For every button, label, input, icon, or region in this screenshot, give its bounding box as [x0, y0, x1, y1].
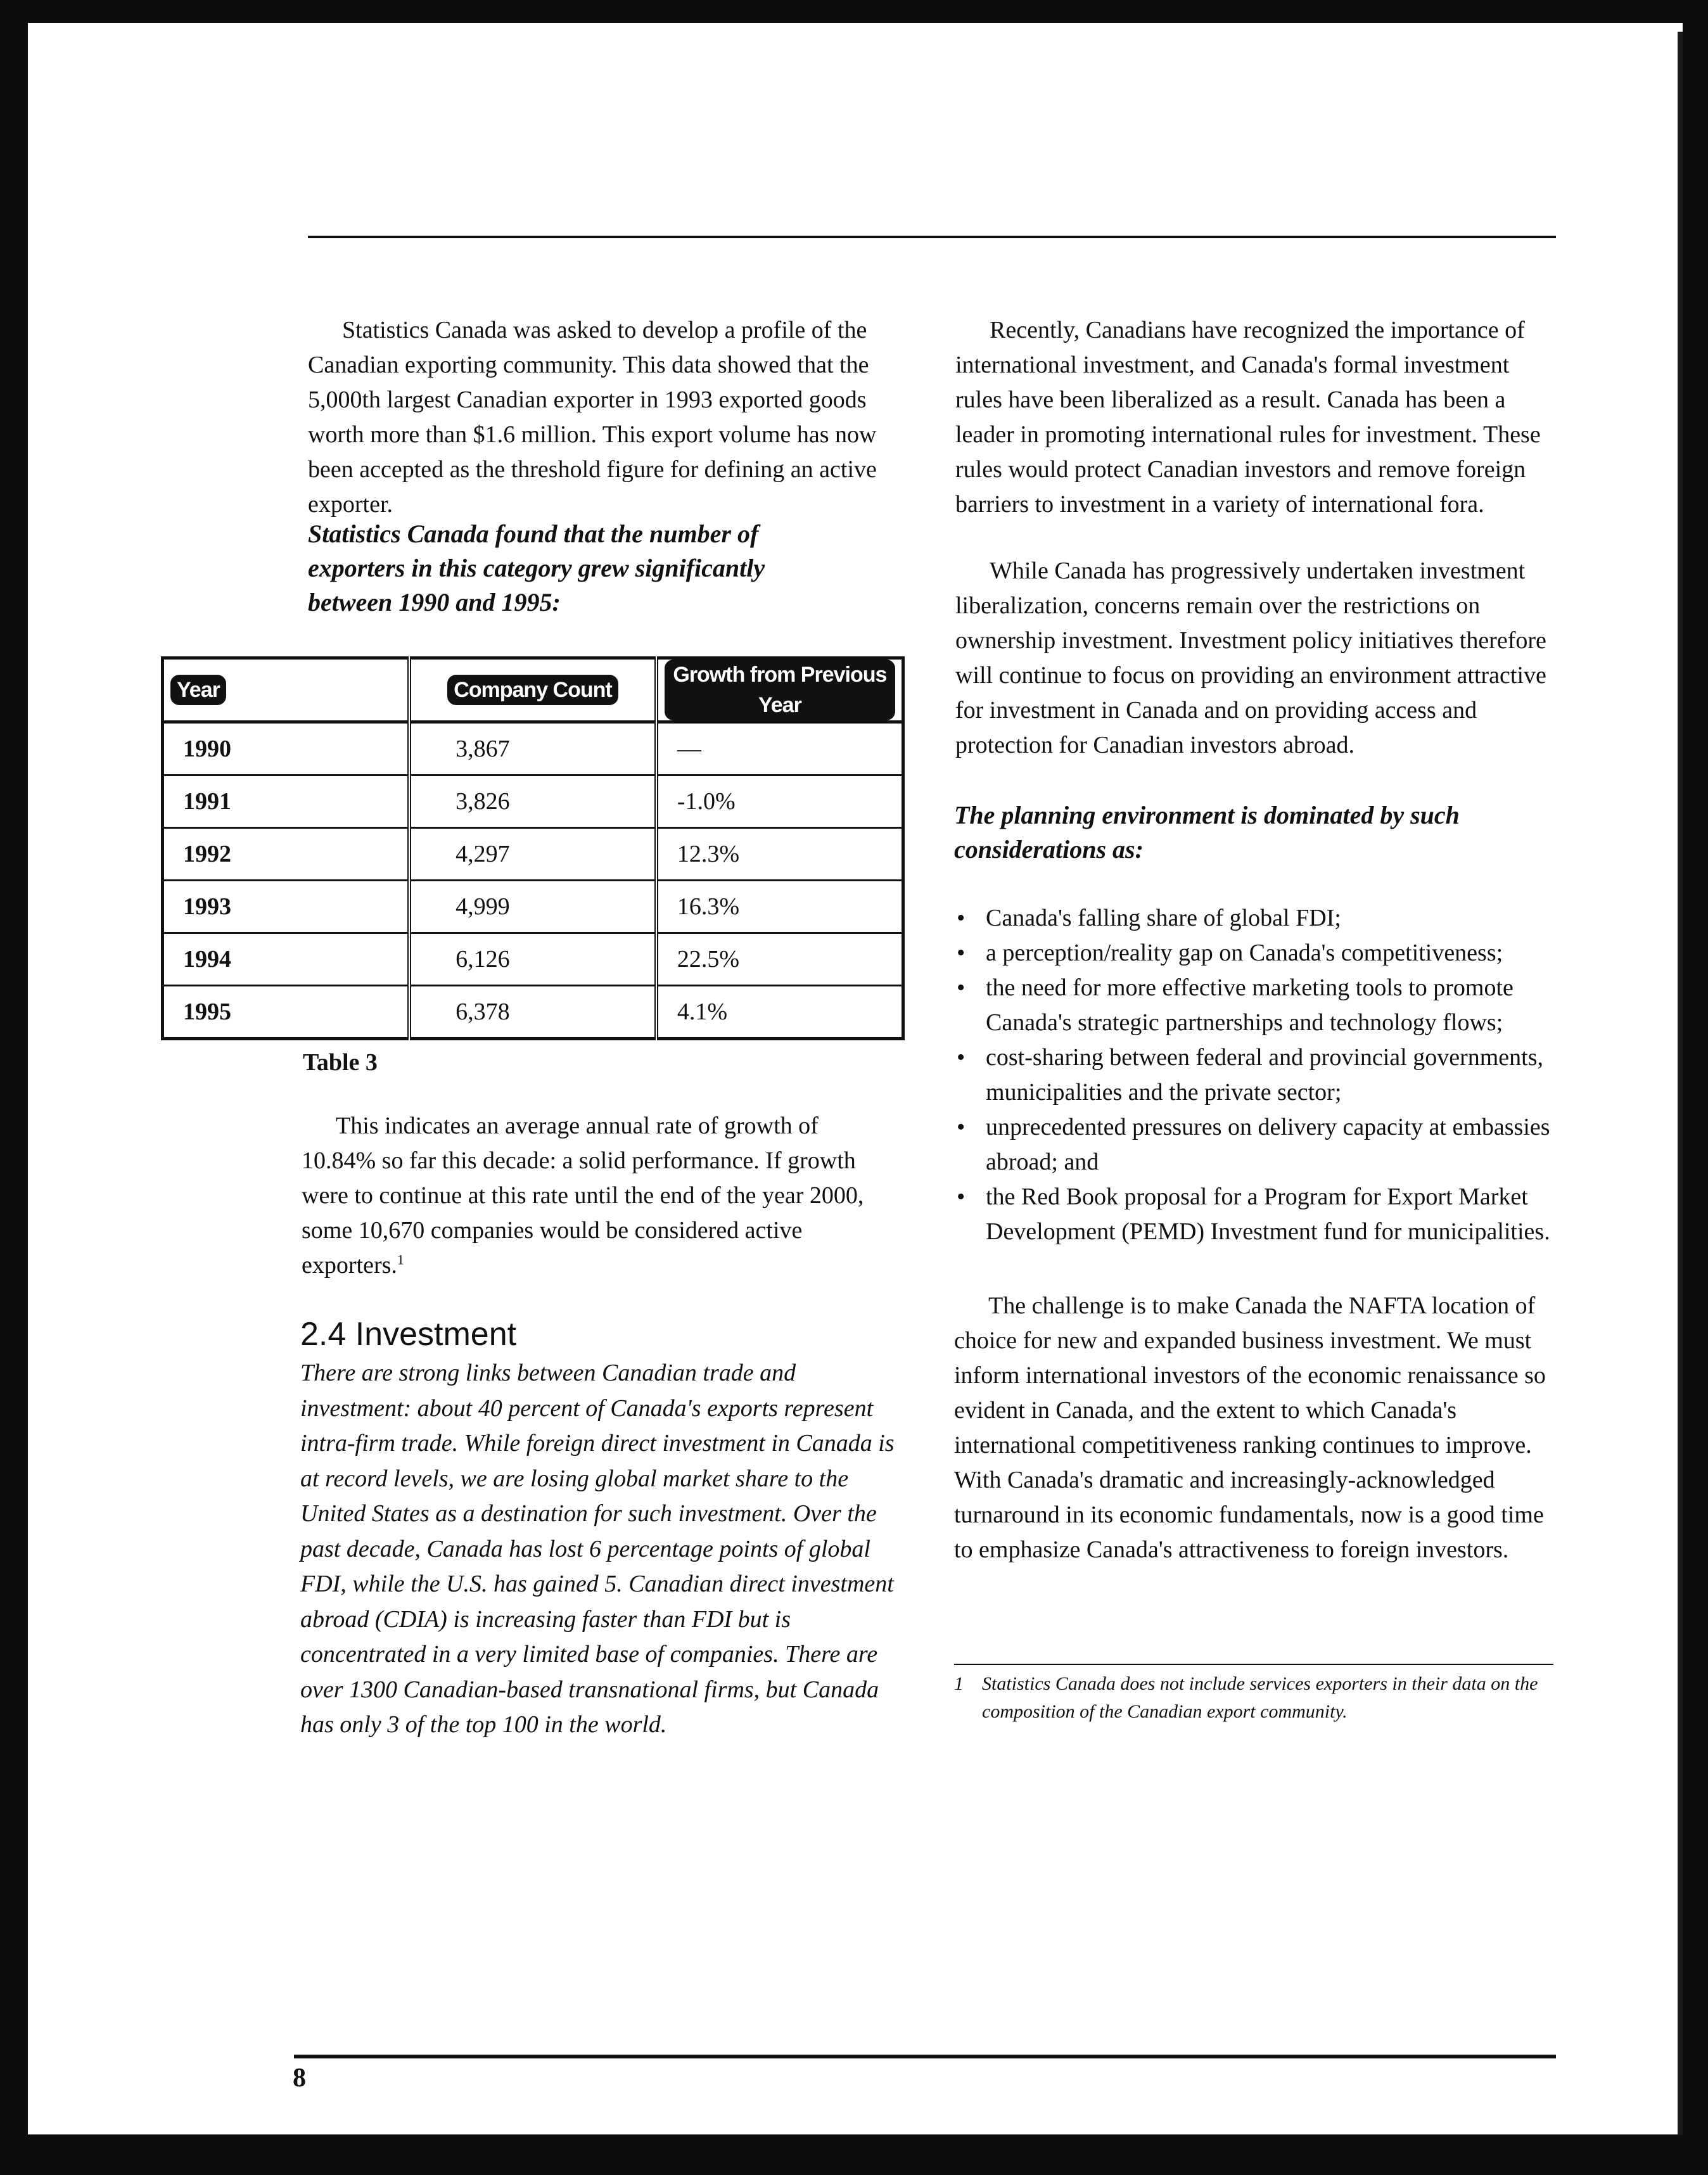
footnote-rule: [954, 1664, 1553, 1665]
cell-growth: 16.3%: [656, 881, 903, 933]
bullet-dot-icon: •: [957, 1044, 966, 1071]
exporters-table: [161, 656, 905, 1040]
page-edge-shadow: [1678, 32, 1683, 2135]
table-callout: Statistics Canada found that the number of exporters in this category grew significantly between 1990 and 1995:: [308, 520, 765, 616]
cell-growth: 22.5%: [656, 933, 903, 986]
list-item: • unprecedented pressures on delivery capacity at embassies abroad; and: [954, 1110, 1562, 1180]
bullet-dot-icon: •: [957, 905, 966, 931]
list-item: • cost-sharing between federal and provincial governments, municipalities and the private sector;: [954, 1040, 1562, 1110]
planning-callout: The planning environment is dominated by such considerations as:: [954, 801, 1460, 864]
right-paragraph-2: While Canada has progressively undertaken investment liberalization, concerns remain over the restrictions on ownership investment. Investment policy initiatives therefore will continue to focus on providing an environment attractive for investment in Canada and on providing access and protection for Canadian investors abroad.: [955, 558, 1546, 758]
bullet-dot-icon: •: [957, 1114, 966, 1140]
table-row: [163, 986, 903, 1039]
footnote-ref: 1: [397, 1251, 404, 1268]
cell-count: 6,126: [409, 933, 656, 986]
header-company-count-label: Company Count: [447, 675, 618, 705]
scan-border-left: [0, 0, 28, 2175]
cell-count: 3,867: [409, 722, 656, 775]
header-year-label: Year: [170, 675, 226, 705]
scan-border-bottom: [0, 2134, 1708, 2175]
scan-border-top: [0, 0, 1708, 23]
table-caption: Table 3: [303, 1049, 378, 1076]
cell-growth: 12.3%: [656, 828, 903, 881]
table-row: [163, 881, 903, 933]
section-intro: There are strong links between Canadian trade and investment: about 40 percent of Canada's exports represent intra-firm trade. While foreign direct investment in Canada is at record levels, we are losing global market share to the United States as a destination for such investment. Over the past decade, Canada has lost 6 percentage points of global FDI, while the U.S. has gained 5. Canadian direct investment abroad (CDIA) is increasing faster than FDI but is concentrated in a very limited base of companies. There are over 1300 Canadian-based transnational firms, but Canada has only 3 of the top 100 in the world.: [300, 1360, 895, 1738]
cell-growth: 4.1%: [656, 986, 903, 1039]
cell-count: 4,999: [409, 881, 656, 933]
table-row: [163, 828, 903, 881]
cell-year: 1995: [163, 986, 410, 1039]
cell-growth: —: [656, 722, 903, 775]
header-rule: [308, 236, 1556, 238]
list-item: • the need for more effective marketing tools to promote Canada's strategic partnerships and technology flows;: [954, 971, 1562, 1040]
cell-year: 1992: [163, 828, 410, 881]
footnote: [954, 1670, 1556, 1726]
section-title: 2.4 Investment: [300, 1316, 517, 1353]
right-paragraph-1: Recently, Canadians have recognized the importance of international investment, and Canada's formal investment rules have been liberalized as a result. Canada has been a leader in promoting international rules for investment. These rules would protect Canadian investors and remove foreign barriers to investment in a variety of international fora.: [955, 317, 1541, 518]
table-row: [163, 933, 903, 986]
page-number: 8: [293, 2063, 306, 2093]
list-item: • the Red Book proposal for a Program for Export Market Development (PEMD) Investment fund for municipalities.: [954, 1180, 1562, 1249]
scan-border-right: [1683, 0, 1708, 2175]
considerations-list: [954, 901, 1562, 1249]
list-item: • Canada's falling share of global FDI;: [954, 901, 1562, 936]
table-row: [163, 722, 903, 775]
header-growth: [656, 658, 903, 722]
header-company-count: [409, 658, 656, 722]
right-paragraph-3: The challenge is to make Canada the NAFTA location of choice for new and expanded business investment. We must inform international investors of the economic renaissance so evident in Canada, and the extent to which Canada's international competitiveness ranking continues to improve. With Canada's dramatic and increasingly-acknowledged turnaround in its economic fundamentals, now is a good time to emphasize Canada's attractiveness to foreign investors.: [954, 1292, 1546, 1563]
cell-year: 1993: [163, 881, 410, 933]
footer-rule: [294, 2055, 1556, 2058]
table-header-row: [163, 658, 903, 722]
header-year: [163, 658, 410, 722]
footnote-number: 1: [954, 1673, 964, 1694]
cell-year: 1994: [163, 933, 410, 986]
cell-count: 3,826: [409, 775, 656, 828]
bullet-dot-icon: •: [957, 940, 966, 966]
cell-count: 4,297: [409, 828, 656, 881]
intro-paragraph: Statistics Canada was asked to develop a profile of the Canadian exporting community. This data showed that the 5,000th largest Canadian exporter in 1993 exported goods worth more than $1.6 million. This export volume has now been accepted as the threshold figure for defining an active exporter.: [308, 317, 877, 518]
table-row: [163, 775, 903, 828]
bullet-dot-icon: •: [957, 1183, 966, 1210]
cell-year: 1990: [163, 722, 410, 775]
footnote-text: Statistics Canada does not include services exporters in their data on the composition of the Canadian export community.: [982, 1673, 1538, 1722]
growth-paragraph-text: This indicates an average annual rate of growth of 10.84% so far this decade: a solid performance. If growth were to continue at this rate until the end of the year 2000, some 10,670 companies would be considered active exporters.: [302, 1113, 864, 1279]
list-item: • a perception/reality gap on Canada's competitiveness;: [954, 936, 1562, 971]
header-growth-label: Growth from Previous Year: [665, 660, 895, 720]
cell-growth: -1.0%: [656, 775, 903, 828]
bullet-dot-icon: •: [957, 974, 966, 1001]
cell-year: 1991: [163, 775, 410, 828]
growth-paragraph: [302, 1109, 897, 1283]
cell-count: 6,378: [409, 986, 656, 1039]
